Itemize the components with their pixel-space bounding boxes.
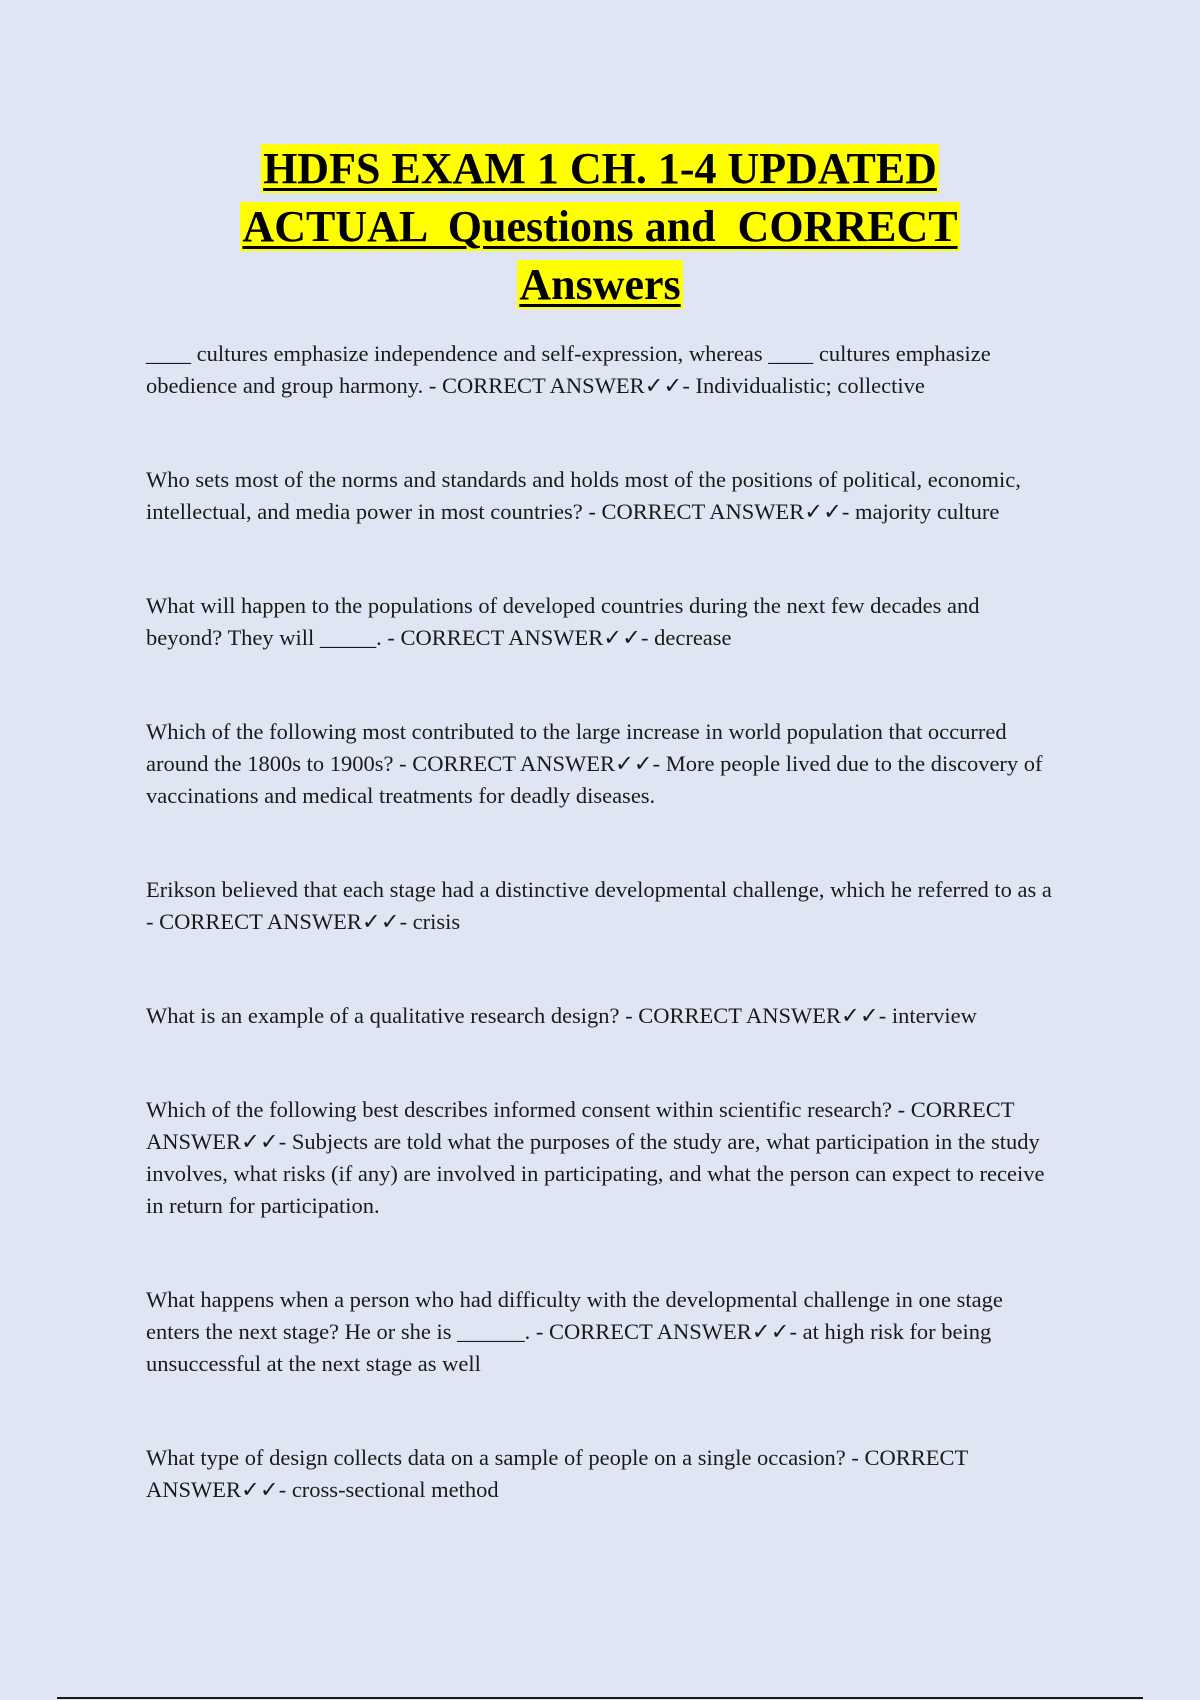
title-line-1	[0, 140, 1200, 198]
qa-item-4: Which of the following most contributed to the large increase in world population that occurred around the 1800s to 1900s? - CORRECT ANSWER✓✓- More people lived due to the discovery of vaccinations and medical treatments for deadly diseases.	[146, 719, 1043, 808]
qa-item-2: Who sets most of the norms and standards and holds most of the positions of political, economic, intellectual, and media power in most countries? - CORRECT ANSWER✓✓- majority culture	[146, 467, 1021, 524]
qa-item-1: ____ cultures emphasize independence and self-expression, whereas ____ cultures emphasize obedience and group harmony. - CORRECT ANSWER✓✓- Individualistic; collective	[146, 341, 991, 398]
title-line-1-text: HDFS EXAM 1 CH. 1-4 UPDATED	[263, 144, 937, 193]
footer-divider	[57, 1697, 1143, 1699]
qa-item-3: What will happen to the populations of developed countries during the next few decades and beyond? They will _____. - CORRECT ANSWER✓✓- decrease	[146, 593, 980, 650]
title-line-3	[0, 256, 1200, 314]
qa-item-5: Erikson believed that each stage had a distinctive developmental challenge, which he referred to as a - CORRECT ANSWER✓✓- crisis	[146, 877, 1052, 934]
qa-item-7: Which of the following best describes informed consent within scientific research? - CORRECT ANSWER✓✓- Subjects are told what the purposes of the study are, what participation in the study involves, what risks (if any) are involved in participating, and what the person can expect to receive in return for participation.	[146, 1097, 1045, 1218]
qa-list	[146, 338, 1056, 1506]
qa-item-8: What happens when a person who had difficulty with the developmental challenge in one stage enters the next stage? He or she is ______. - CORRECT ANSWER✓✓- at high risk for being unsuccessful at the next stage as well	[146, 1287, 1003, 1376]
qa-item-6: What is an example of a qualitative research design? - CORRECT ANSWER✓✓- interview	[146, 1003, 977, 1028]
qa-item-9: What type of design collects data on a sample of people on a single occasion? - CORRECT ANSWER✓✓- cross-sectional method	[146, 1445, 968, 1502]
document-title	[0, 140, 1200, 314]
title-line-2-text: ACTUAL Questions and CORRECT	[242, 202, 958, 251]
title-line-2	[0, 198, 1200, 256]
title-line-3-text: Answers	[519, 260, 681, 309]
